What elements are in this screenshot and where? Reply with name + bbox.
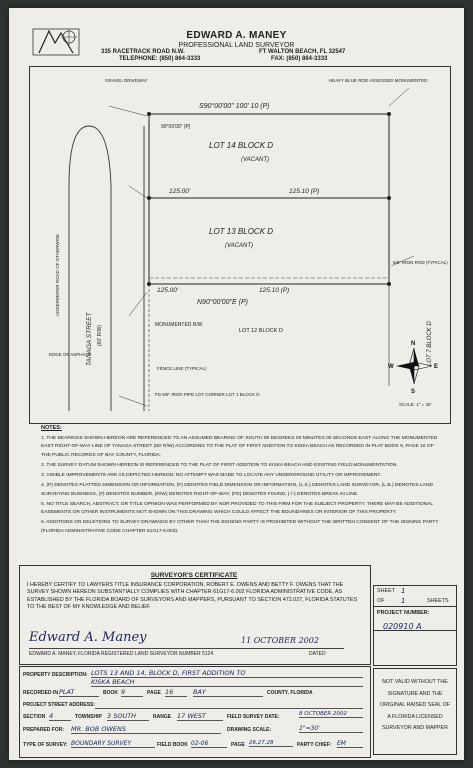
drawing-scale: SCALE: 1" = 30': [399, 402, 432, 407]
sheet-number: 1: [401, 587, 406, 595]
field-book-label: FIELD BOOK: [157, 742, 188, 748]
page2-label: PAGE: [231, 742, 245, 748]
lot-13-boundary: [149, 198, 389, 284]
row-note: UNDERWATER ROAD OF OTHERWISE: [55, 234, 60, 316]
prepared-for-label: PREPARED FOR:: [23, 727, 65, 733]
survey-notes: [41, 424, 441, 538]
section-value: 4: [49, 712, 71, 721]
note-item: 4. (P) DENOTES PLATTED DIMENSION OR INFORMATION, (F) DENOTES FIELD DIMENSION OR INFORMATION, (L.S.) DENOTES LAND SURVEYOR, (L.B.) DENOTES LAND SURVEYING BUSINESS, (#) DENOTES NUMBER, (R/W) DENOTES RIGHT-OF-WAY, (FD) DENOTES FOUND, (-/-) DENOTES BREAK IN LINE.: [41, 483, 434, 497]
lot-13-label: LOT 13 BLOCK D: [209, 227, 274, 236]
township-label: TOWNSHIP: [75, 714, 102, 720]
recorded-label: RECORDED IN: [23, 690, 59, 696]
note-item: 5. NO TITLE SEARCH, ABSTRACT, OR TITLE OPINION WAS PERFORMED BY NOR PROVIDED TO THIS FIRM FOR THE SUBJECT PROPERTY. THERE MAY BE ADDITIONAL EASEMENTS OR OTHER INSTRUMENTS NOT SHOWN ON THIS DRAWING WHICH COULD AFFECT THE BOUNDARIES OR INTERIOR OF THIS PROPERTY.: [41, 501, 433, 516]
note-item: 1. THE BEARINGS SHOWN HEREON ARE REFERENCED TO AN ASSUMED BEARING OF SOUTH 00 DEGREES 00 MINUTES 00 SECONDS EAST ALONG THE MONUMENTED EAST RIGHT-OF-WAY LINE OF TANAGA STREET (60' R/W) ACCORDING TO THE PLAT OF FIRST ADDITION TO KISKA BEACH AS RECORDED IN PLAT BOOK 9, PAGE 16 OF THE PUBLIC RECORDS OF BAY COUNTY, FLORIDA.: [41, 435, 438, 458]
not-valid-line: A FLORIDA LICENSED: [387, 713, 443, 720]
compass-e: E: [434, 364, 439, 370]
survey-type-value: BOUNDARY SURVEY: [71, 740, 155, 748]
lot-12-label: LOT 12 BLOCK D: [239, 328, 283, 334]
mid-dimension-right: 125.10 (P): [289, 188, 320, 195]
compass-w: W: [388, 364, 394, 370]
surveyor-address: 335 RACETRACK ROAD N.W.: [101, 49, 185, 55]
survey-sheet: [9, 8, 464, 760]
street-address-line: [95, 708, 363, 709]
street-name: TANAGA STREET: [86, 312, 93, 366]
compass-s: S: [411, 389, 416, 395]
range-label: RANGE: [153, 714, 172, 720]
surveyor-fax: FAX: (850) 864-3333: [271, 56, 328, 62]
party-chief-label: PARTY CHIEF:: [297, 742, 332, 748]
not-valid-notice: [373, 668, 457, 755]
page-value: 16: [165, 688, 187, 697]
iron-rod-top-note: HEAVY BLUE ROD ASSESSED MONUMENTED: [329, 78, 428, 83]
corner-marker-w: [147, 196, 151, 200]
lot-13-status: (VACANT): [225, 243, 254, 249]
sheet-label: SHEET: [377, 588, 395, 594]
property-description-line1: LOTS 13 AND 14, BLOCK D, FIRST ADDITION TO: [91, 669, 363, 678]
not-valid-line: SURVEYOR AND MAPPER: [382, 725, 448, 731]
survey-type-label: TYPE OF SURVEY:: [23, 742, 68, 748]
signature-caption: EDWARD A. MANEY, FLORIDA REGISTERED LAND SURVEYOR NUMBER 5124: [29, 651, 214, 657]
iron-rod-right-note: 5/8" IRON ROD (TYPICAL): [393, 260, 448, 265]
of-number: 1: [401, 597, 406, 605]
field-survey-date-value: 8 OCTOBER 2002: [299, 711, 363, 718]
township-value: 3 SOUTH: [107, 712, 149, 721]
street-centerline: [69, 126, 111, 411]
compass-n: N: [411, 341, 416, 347]
certificate-box: [19, 565, 371, 665]
leader-lines: [109, 88, 414, 406]
surveyor-title: PROFESSIONAL LAND SURVEYOR: [178, 42, 295, 49]
top-dimension: S90°00'00" 100' 10 (P): [199, 103, 270, 110]
certificate-text: I HEREBY CERTIFY TO LAWYERS TITLE INSURANCE CORPORATION, ROBERT E. OWENS AND BETTY F. OWENS THAT THE SURVEY SHOWN HEREON SUBSTANTIALLY COMPLIES WITH CHAPTER 61G17-6.002 FLORIDA ADMINISTRATIVE CODE, AS ESTABLISHED BY THE FLORIDA BOARD OF SURVEYORS AND MAPPERS, PURSUANT TO SECTION 472.027, FLORIDA STATUTES TO THE BEST OF MY KNOWLEDGE AND BELIEF.: [27, 582, 358, 611]
not-valid-line: ORIGINAL RAISED SEAL OF: [380, 702, 450, 708]
drawing-scale-label: DRAWING SCALE:: [227, 727, 272, 733]
not-valid-line: SIGNATURE AND THE: [387, 690, 443, 697]
project-number: 020910 A: [383, 622, 422, 631]
note-item: 6. ADDITIONS OR DELETIONS TO SURVEY DRAWINGS BY OTHER THAN THE SIGNING PARTY IS PROHIBITED WITHOUT THE WRITTEN CONSENT OF THE SIGNING PARTY (FLORIDA ADMINISTRATIVE CODE CHAPTER 61G17-6.003).: [41, 520, 439, 535]
signature-line: [29, 648, 344, 649]
property-description-line2: KISKA BEACH: [91, 678, 363, 687]
field-survey-date-label: FIELD SURVEY DATE:: [227, 714, 280, 720]
street-row-width: (60' R/W): [97, 325, 103, 346]
section-label: SECTION: [23, 714, 46, 720]
page-label: PAGE: [147, 690, 161, 696]
page2-value: 26,27,28: [249, 740, 293, 747]
prepared-for-value: MR. BOB OWENS: [71, 725, 221, 734]
gravel-note: GRAVEL DRIVEWAY: [105, 78, 148, 83]
angle-note: 90°00'00" (P): [161, 124, 191, 130]
corner-marker-e: [387, 196, 391, 200]
fence-note: FENCE LINE (TYPICAL): [157, 366, 207, 371]
corner-marker-se: [387, 282, 391, 286]
corner-marker-ne: [387, 112, 391, 116]
note-item: 3. VISIBLE IMPROVEMENTS ARE AS DEPICTED HEREON: NO ATTEMPT WAS MADE TO LOCATE ANY UNDERGROUND UTILITY OR IMPROVEMENT.: [41, 472, 382, 478]
dated-label: DATED: [309, 651, 326, 657]
recorded-value: PLAT: [59, 688, 99, 697]
county-label: COUNTY, FLORIDA: [267, 690, 313, 696]
not-valid-line: NOT VALID WITHOUT THE: [382, 679, 448, 685]
note-item: 2. THE SURVEY DATUM SHOWN HEREON IS REFERENCED TO THE PLAT OF FIRST ADDITION TO KISKA BEACH AND EXISTING FIELD MONUMENTATION.: [41, 462, 398, 468]
lot-14-label: LOT 14 BLOCK D: [209, 141, 274, 150]
lot-7-label: LOT 7 BLOCK D: [427, 321, 433, 366]
corner-marker-nw: [147, 112, 151, 116]
book-value: 9: [121, 688, 143, 697]
surveyor-city: FT WALTON BEACH, FL 32547: [259, 49, 346, 55]
monument-note: MONUMENTED R/W: [155, 322, 203, 328]
bottom-bearing: N90°00'00"E (P): [197, 299, 248, 306]
lot-14-status: (VACANT): [241, 157, 270, 163]
book-label: BOOK: [103, 690, 118, 696]
mid-dimension-left: 125.00': [169, 188, 191, 195]
sheets-label: SHEETS: [427, 598, 449, 604]
bottom-dimension-right: 125.10 (P): [259, 287, 290, 294]
signature-date: 11 OCTOBER 2002: [241, 636, 319, 645]
asphalt-note: EDGE OF ASPHALT: [49, 352, 91, 357]
of-label: OF: [377, 598, 385, 604]
street-address-label: PROJECT STREET ADDRESS:: [23, 702, 96, 708]
survey-plat-drawing: [29, 66, 449, 422]
property-description-label: PROPERTY DESCRIPTION:: [23, 672, 88, 678]
drawing-scale-value: 1"=30': [299, 725, 363, 733]
county-value: BAY: [193, 688, 263, 697]
surveyor-name: EDWARD A. MANEY: [186, 30, 287, 41]
bottom-dimension-left: 125.00': [157, 287, 179, 294]
range-value: 17 WEST: [177, 712, 223, 721]
project-number-label: PROJECT NUMBER:: [377, 610, 430, 616]
field-book-value: 02-06: [191, 740, 227, 748]
iron-pipe-note: FD 5/8" IRON PIPE LOT CORNER LOT 1 BLOCK D: [155, 392, 260, 397]
party-chief-value: EM: [337, 740, 363, 748]
surveyor-signature: Edward A. Maney: [29, 630, 147, 645]
certificate-title: SURVEYOR'S CERTIFICATE: [150, 572, 238, 579]
notes-title: NOTES:: [41, 425, 62, 431]
corner-marker-sw: [147, 282, 151, 286]
surveyor-telephone: TELEPHONE: (850) 864-3333: [119, 56, 201, 62]
